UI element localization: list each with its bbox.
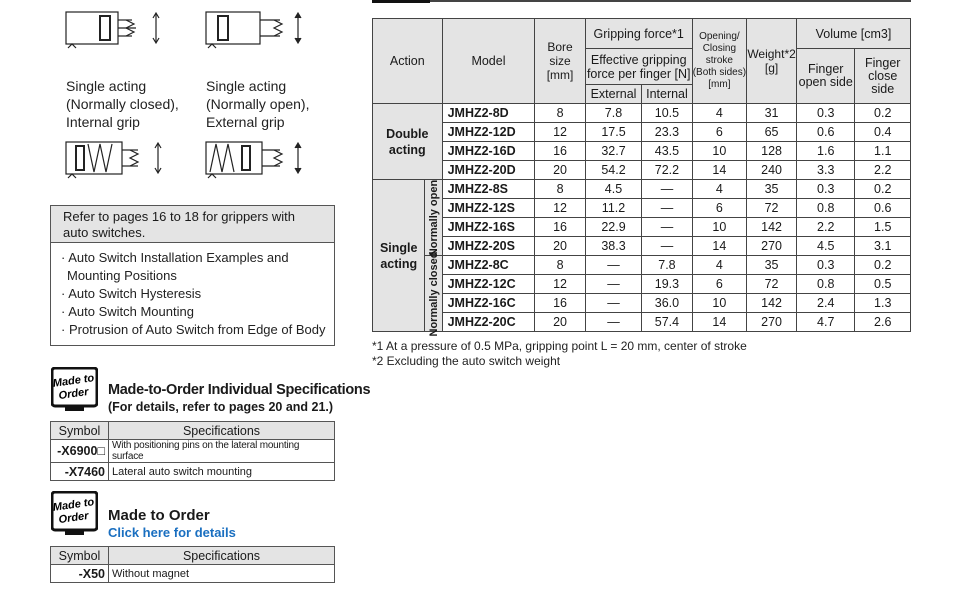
value-cell: 270 [747,313,797,332]
value-cell: 12 [535,275,585,294]
value-cell: 20 [535,313,585,332]
value-cell: 19.3 [642,275,692,294]
caption-line: (Normally open), [206,96,310,112]
value-cell: 3.3 [797,161,855,180]
value-cell: 14 [692,313,746,332]
model-cell: JMHZ2-16C [442,294,535,313]
value-cell: 1.1 [855,142,911,161]
value-cell: 4 [692,256,746,275]
symbol-nc-internal-top [64,8,164,50]
table-row [373,294,911,313]
caption-line: Internal grip [66,114,140,130]
value-cell: 10.5 [642,104,692,123]
value-cell: 0.5 [855,275,911,294]
symbol-caption-nc [66,77,179,131]
spec-cell: Lateral auto switch mounting [109,463,335,481]
col-symbol: Symbol [51,547,109,565]
value-cell: 23.3 [642,123,692,142]
icon-text: Made to [52,372,95,390]
value-cell: 35 [747,180,797,199]
header-internal: Internal [642,85,692,104]
value-cell: 11.2 [585,199,641,218]
value-cell: 16 [535,294,585,313]
value-cell: 4.5 [797,237,855,256]
mto-table [50,546,335,583]
footnote-1: *1 At a pressure of 0.5 MPa, gripping point L = 20 mm, center of stroke [372,339,747,353]
value-cell: 54.2 [585,161,641,180]
model-cell: JMHZ2-12S [442,199,535,218]
value-cell: 1.3 [855,294,911,313]
vertical-label: Normally closed [427,251,440,336]
value-cell: — [642,180,692,199]
table-row [373,256,911,275]
group-double-acting: Double acting [373,104,443,180]
value-cell: 1.5 [855,218,911,237]
group-normally-open [425,180,442,256]
table-row [373,180,911,199]
value-cell: 4 [692,104,746,123]
value-cell: 0.3 [797,180,855,199]
table-row [51,463,335,481]
table-row [373,104,911,123]
model-cell: JMHZ2-16S [442,218,535,237]
top-rule [372,0,911,2]
header-stroke: Opening/ Closing stroke (Both sides) [mm] [692,19,746,104]
value-cell: 10 [692,142,746,161]
vertical-label: Normally open [427,179,440,256]
info-item[interactable]: · Auto Switch Hysteresis [61,286,202,301]
value-cell: 0.6 [797,123,855,142]
value-cell: 4 [692,180,746,199]
model-cell: JMHZ2-20S [442,237,535,256]
value-cell: 2.2 [855,161,911,180]
header-effective: Effective gripping force per finger [N] [585,49,692,85]
made-to-order-icon [51,491,98,538]
value-cell: 38.3 [585,237,641,256]
footnote-2: *2 Excluding the auto switch weight [372,354,561,368]
model-cell: JMHZ2-8D [442,104,535,123]
value-cell: 2.6 [855,313,911,332]
value-cell: — [585,256,641,275]
table-row [373,237,911,256]
value-cell: — [585,294,641,313]
model-cell: JMHZ2-20D [442,161,535,180]
caption-line: Single acting [206,78,287,94]
symbol-caption-no [206,77,309,131]
table-row [373,313,911,332]
value-cell: 20 [535,237,585,256]
symbol-no-external-top [204,8,304,50]
header-close-side: Finger close side [855,49,911,104]
value-cell: 65 [747,123,797,142]
table-row [373,161,911,180]
value-cell: 36.0 [642,294,692,313]
symbol-cell: -X50 [51,565,109,583]
mto-individual-title: Made-to-Order Individual Specifications [108,382,371,398]
value-cell: 12 [535,123,585,142]
group-normally-closed [425,251,442,336]
mto-title: Made to Order [108,507,210,524]
header-model: Model [442,19,535,104]
header-open-side: Finger open side [797,49,855,104]
model-cell: JMHZ2-20C [442,313,535,332]
mto-individual-table [50,421,335,481]
value-cell: — [642,237,692,256]
value-cell: 10 [692,218,746,237]
value-cell: 0.6 [855,199,911,218]
value-cell: 2.2 [797,218,855,237]
group-single-acting: Single acting [373,180,425,332]
value-cell: 0.3 [797,104,855,123]
value-cell: 0.2 [855,180,911,199]
value-cell: 72 [747,199,797,218]
value-cell: 22.9 [585,218,641,237]
value-cell: 32.7 [585,142,641,161]
value-cell: 12 [535,199,585,218]
value-cell: 6 [692,123,746,142]
col-symbol: Symbol [51,422,109,440]
value-cell: 10 [692,294,746,313]
made-to-order-icon [51,367,98,414]
symbol-nc-internal-bottom [64,138,164,180]
value-cell: 0.8 [797,275,855,294]
value-cell: 72 [747,275,797,294]
header-volume: Volume [cm3] [797,19,911,49]
value-cell: 1.6 [797,142,855,161]
value-cell: 4.7 [797,313,855,332]
info-header: Refer to pages 16 to 18 for grippers with auto switches. [51,206,334,243]
value-cell: 142 [747,218,797,237]
value-cell: 0.8 [797,199,855,218]
value-cell: 0.3 [797,256,855,275]
info-list [51,243,334,339]
model-cell: JMHZ2-12C [442,275,535,294]
table-row [373,142,911,161]
symbol-cell: -X6900□ [51,440,109,463]
value-cell: 6 [692,199,746,218]
value-cell: — [585,275,641,294]
value-cell: 142 [747,294,797,313]
header-weight: Weight*2 [g] [747,19,797,104]
table-row [373,218,911,237]
value-cell: 0.2 [855,256,911,275]
specifications-table [372,18,911,336]
table-row [51,565,335,583]
value-cell: 8 [535,180,585,199]
icon-text: Order [57,386,90,403]
table-row [373,275,911,294]
value-cell: — [642,218,692,237]
table-row [373,199,911,218]
table-row [373,123,911,142]
value-cell: 7.8 [642,256,692,275]
value-cell: 2.4 [797,294,855,313]
value-cell: 17.5 [585,123,641,142]
value-cell: 16 [535,218,585,237]
value-cell: 128 [747,142,797,161]
value-cell: 8 [535,104,585,123]
value-cell: 72.2 [642,161,692,180]
caption-line: Single acting [66,78,147,94]
value-cell: 6 [692,275,746,294]
header-bore: Bore size [mm] [535,19,585,104]
mto-individual-subtitle: (For details, refer to pages 20 and 21.) [108,400,334,414]
col-spec: Specifications [109,547,335,565]
header-gripping-force: Gripping force*1 [585,19,692,49]
value-cell: 4.5 [585,180,641,199]
model-cell: JMHZ2-16D [442,142,535,161]
spec-cell: Without magnet [109,565,335,583]
model-cell: JMHZ2-8C [442,256,535,275]
value-cell: — [585,313,641,332]
icon-text: Made to [52,496,95,514]
symbol-no-external-bottom [204,138,304,180]
value-cell: 3.1 [855,237,911,256]
value-cell: — [642,199,692,218]
value-cell: 14 [692,237,746,256]
top-rule-accent [372,0,430,3]
table-row [51,440,335,463]
value-cell: 7.8 [585,104,641,123]
model-cell: JMHZ2-12D [442,123,535,142]
spec-cell: With positioning pins on the lateral mounting surface [109,440,335,463]
value-cell: 0.2 [855,104,911,123]
caption-line: (Normally closed), [66,96,179,112]
symbol-cell: -X7460 [51,463,109,481]
header-action: Action [373,19,443,104]
value-cell: 20 [535,161,585,180]
info-item[interactable]: · Protrusion of Auto Switch from Edge of Body [61,322,326,337]
icon-text: Order [57,510,90,527]
model-cell: JMHZ2-8S [442,180,535,199]
caption-line: External grip [206,114,285,130]
info-item[interactable]: · Auto Switch Installation Examples and Mounting Positions [61,250,289,283]
details-link[interactable]: Click here for details [108,525,236,540]
value-cell: 240 [747,161,797,180]
value-cell: 43.5 [642,142,692,161]
value-cell: 0.4 [855,123,911,142]
value-cell: 8 [535,256,585,275]
value-cell: 270 [747,237,797,256]
info-item[interactable]: · Auto Switch Mounting [61,304,194,319]
value-cell: 35 [747,256,797,275]
auto-switch-info-box [50,205,335,346]
col-spec: Specifications [109,422,335,440]
value-cell: 31 [747,104,797,123]
header-external: External [585,85,641,104]
value-cell: 16 [535,142,585,161]
value-cell: 57.4 [642,313,692,332]
value-cell: 14 [692,161,746,180]
